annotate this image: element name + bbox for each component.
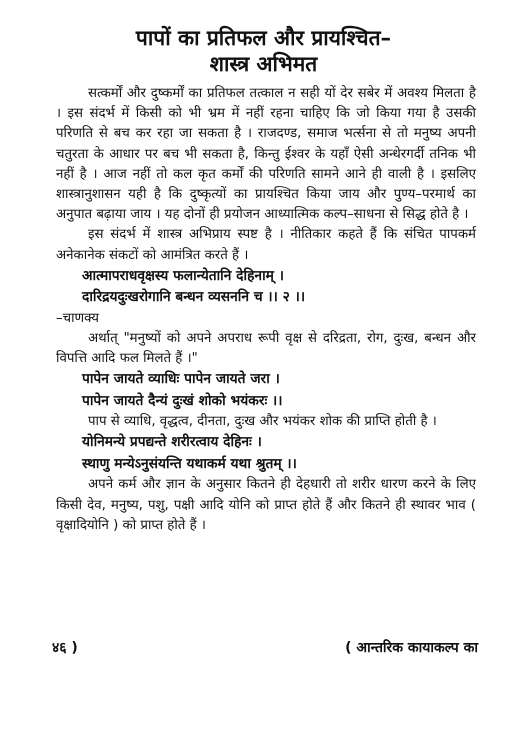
paragraph-2: इस संदर्भ में शास्त्र अभिप्राय स्पष्ट है । नीतिकार कहते हैं कि संचित पापकर्म अनेकानेक संकटों को आमंत्रित करते हैं । xyxy=(56,227,476,263)
body-text xyxy=(56,84,476,536)
verse-2-line-1: पापेन जायते व्याधिः पापेन जायते जरा । xyxy=(82,371,280,388)
verse-2-line-2: पापेन जायते दैन्यं दुःखं शोको भयंकरः ।। xyxy=(82,392,283,409)
running-footer: ( आन्तरिक कायाकल्प का xyxy=(345,640,478,656)
verse-1-line-2: दारिद्रयदुःखरोगानि बन्धन व्यसननि च ।। २ ।। xyxy=(82,289,306,306)
paragraph-3: अर्थात् "मनुष्यों को अपने अपराध रूपी वृक्ष से दरिद्रता, रोग, दुःख, बन्धन और विपत्ति आदि फल मिलते हैं ।" xyxy=(56,330,476,367)
paragraph-5: अपने कर्म और ज्ञान के अनुसार कितने ही देहधारी तो शरीर धारण करने के लिए किसी देव, मनुष्य, पशु, पक्षी आदि योनि को प्राप्त होते हैं और कितने ही स्थावर भाव ( वृक्षादियोनि ) को प्राप्त होते हैं । xyxy=(56,477,476,533)
page-title: पापों का प्रतिफल और प्रायश्चित– xyxy=(135,26,392,50)
paragraph-4: पाप से व्याधि, वृद्धत्व, दीनता, दुःख और भयंकर शोक की प्राप्ति होती है । xyxy=(88,414,437,430)
verse-3-line-1: योनिमन्ये प्रपद्यन्ते शरीरत्वाय देहिनः । xyxy=(82,434,262,451)
page-subtitle: शास्त्र अभिमत xyxy=(209,52,318,76)
verse-3-line-2: स्थाणु मन्येऽनुसंयन्ति यथाकर्म यथा श्रुतम् ।। xyxy=(82,455,297,472)
verse-1-line-1: आत्मापराधवृक्षस्य फलान्येतानि देहिनाम् । xyxy=(82,267,284,284)
paragraph-1: सत्कर्मों और दुष्कर्मों का प्रतिफल तत्काल न सही यों देर सबेर में अवश्य मिलता है । इस संदर्भ में किसी को भी भ्रम में नहीं रहना चाहिए कि जो किया गया है उसकी परिणति से बच कर रहा जा सकता है । राजदण्ड, समाज भर्त्सना से तो मनुष्य अपनी चतुरता के आधार पर बच भी सकता है, किन्तु ईश्वर के यहाँ ऐसी अन्धेरगर्दी तनिक भी नहीं है । आज नहीं तो कल कृत कर्मों की परिणति सामने आने ही वाली है । इसलिए शास्त्रानुशासन यही है कि दुष्कृत्यों का प्रायश्चित किया जाय और पुण्य–परमार्थ का अनुपात बढ़ाया जाय । यह दोनों ही प्रयोजन आध्यात्मिक कल्प–साधना से सिद्ध होते है । xyxy=(56,86,476,223)
page-number: ४६ ) xyxy=(52,640,78,656)
verse-source: –चाणक्य xyxy=(56,310,99,326)
